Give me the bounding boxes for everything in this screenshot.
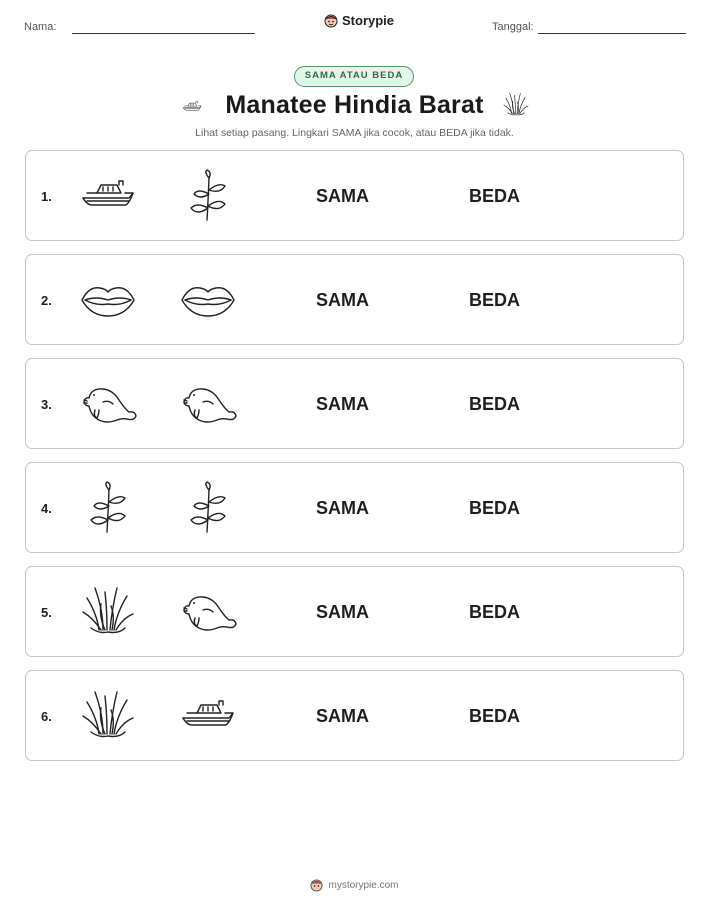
page-title: Manatee Hindia Barat [225,91,484,119]
same-option[interactable]: SAMA [316,706,369,726]
question-row [25,670,684,761]
question-row [25,150,684,241]
manatee-icon [179,584,237,640]
question-number: 5. [41,605,52,620]
boat-icon [179,688,237,744]
different-option[interactable]: BEDA [469,498,521,518]
same-option[interactable]: SAMA [316,290,369,310]
same-option[interactable]: SAMA [316,602,369,622]
date-line[interactable] [538,33,686,34]
manatee-icon [179,376,237,432]
name-line[interactable] [72,33,255,34]
different-option[interactable]: BEDA [469,186,521,206]
worksheet-header [0,0,709,50]
same-option[interactable]: SAMA [316,186,369,206]
question-number: 2. [41,293,52,308]
question-row [25,254,684,345]
question-number: 4. [41,501,52,516]
different-option[interactable]: BEDA [469,290,521,310]
storypie-mascot-icon [324,14,338,28]
question-number: 3. [41,397,52,412]
seagrass-icon [79,688,137,744]
brand-logo [324,13,394,28]
manatee-icon [79,376,137,432]
name-label: Nama: [24,21,57,33]
same-option[interactable]: SAMA [316,394,369,414]
boat-icon [79,168,137,224]
question-row [25,462,684,553]
footer-url[interactable]: mystorypie.com [328,880,399,891]
seagrass-icon [79,584,137,640]
question-number: 6. [41,709,52,724]
lips-icon [179,272,237,328]
different-option[interactable]: BEDA [469,602,521,622]
leaf-sprig-icon [79,480,137,536]
leaf-sprig-icon [179,480,237,536]
leaf-sprig-icon [179,168,237,224]
footer [0,879,709,892]
brand-name: Storypie [342,13,395,28]
seagrass-icon [502,90,530,120]
date-label: Tanggal: [492,21,534,33]
same-option[interactable]: SAMA [316,498,369,518]
different-option[interactable]: BEDA [469,706,521,726]
question-number: 1. [41,189,52,204]
storypie-mascot-icon [310,879,323,892]
question-row [25,566,684,657]
lips-icon [79,272,137,328]
worksheet-type-badge: SAMA ATAU BEDA [294,66,414,87]
different-option[interactable]: BEDA [469,394,521,414]
question-row [25,358,684,449]
instruction-text: Lihat setiap pasang. Lingkari SAMA jika cocok, atau BEDA jika tidak. [195,127,514,139]
